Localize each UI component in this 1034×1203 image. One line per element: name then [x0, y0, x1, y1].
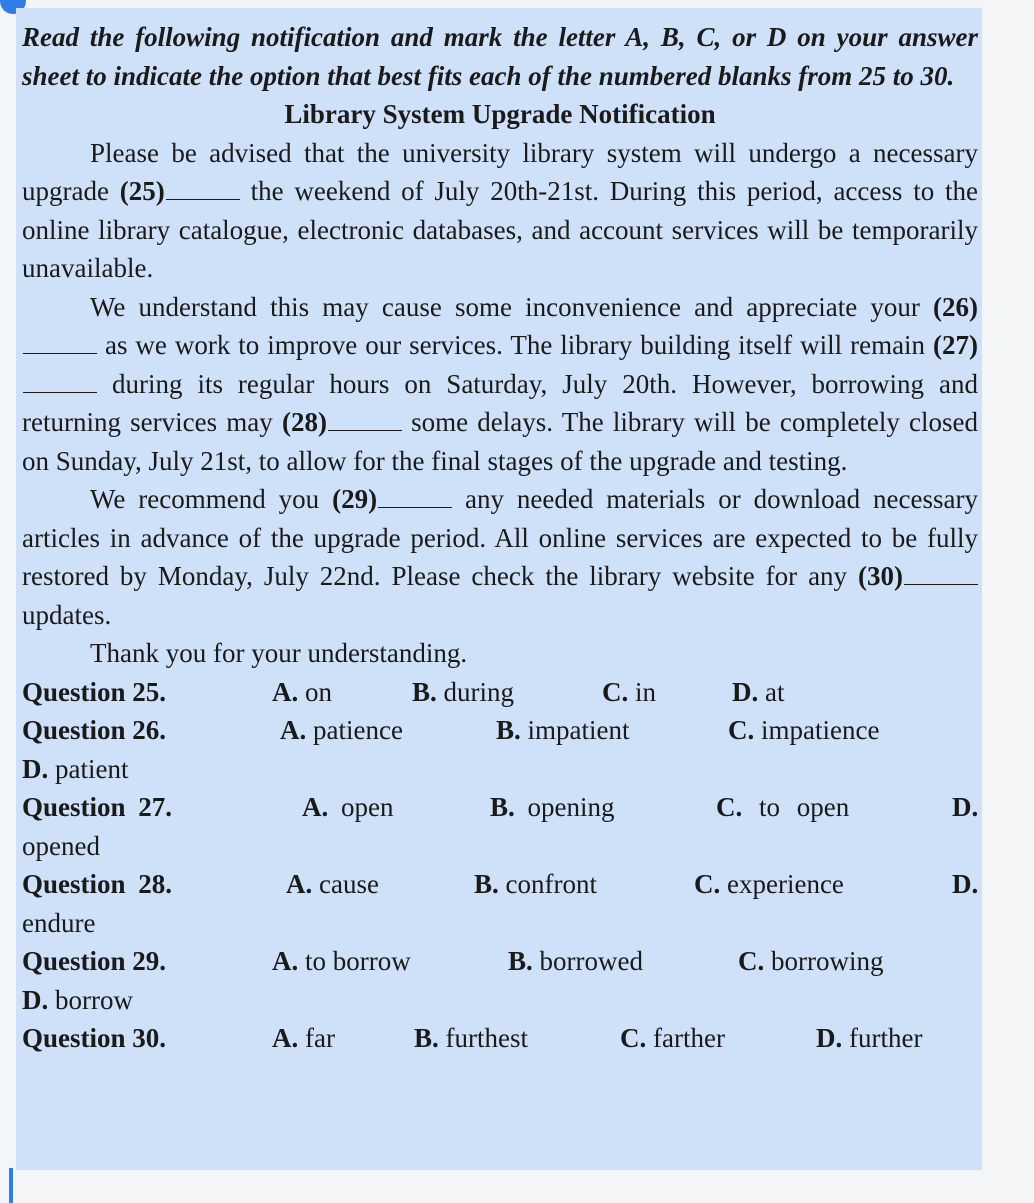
option-text: impatient: [527, 715, 630, 745]
instruction-text: Read the following notification and mark the letter A, B, C, or D on your answer sheet to indicate the option that best fits each of the numbered blanks from 25 to 30.: [22, 22, 978, 91]
highlighted-document: [16, 8, 982, 1170]
option-text: patience: [313, 715, 403, 745]
option-c[interactable]: [738, 942, 883, 981]
option-c[interactable]: [602, 673, 656, 712]
question-29: [22, 942, 978, 981]
option-text: on: [305, 676, 332, 707]
option-text: open: [341, 792, 394, 822]
question-29-wrap: [22, 981, 978, 1020]
blank-29: [378, 485, 452, 508]
option-text: borrowed: [539, 946, 643, 976]
blank-25: [166, 177, 240, 200]
option-c[interactable]: [620, 1019, 725, 1058]
question-label: Question 27.: [22, 792, 173, 822]
blank-number-27: (27): [933, 330, 978, 360]
paragraph-2: [22, 288, 978, 481]
option-c[interactable]: [728, 711, 879, 750]
option-letter: A.: [286, 869, 313, 899]
notification-title: Library System Upgrade Notification: [284, 99, 716, 129]
option-letter: A.: [280, 715, 307, 745]
option-text: far: [305, 1023, 335, 1053]
option-text: to borrow: [305, 946, 411, 976]
option-letter: D.: [816, 1023, 843, 1053]
option-a[interactable]: [280, 711, 403, 750]
option-text: at: [765, 676, 785, 707]
blank-26: [23, 331, 97, 354]
option-b[interactable]: [412, 673, 514, 712]
option-letter: D.: [952, 869, 979, 899]
question-25: [22, 673, 978, 712]
option-letter: B.: [474, 869, 499, 899]
question-27: [22, 788, 978, 827]
option-text: impatience: [761, 715, 880, 745]
option-a[interactable]: [302, 788, 393, 827]
option-letter: C.: [728, 715, 755, 745]
question-label: Question 30.: [22, 1023, 167, 1053]
blank-30: [904, 562, 978, 585]
option-b[interactable]: [496, 711, 630, 750]
option-text: farther: [653, 1023, 725, 1053]
option-letter: A.: [272, 676, 299, 707]
option-letter: D.: [22, 984, 49, 1015]
question-27-wrap: [22, 827, 978, 866]
p2-text-a: We understand this may cause some inconvenience and appreciate your: [90, 291, 934, 322]
option-text: borrowing: [771, 946, 884, 976]
question-28-wrap: [22, 904, 978, 943]
option-text: during: [443, 676, 515, 707]
option-letter: D.: [732, 676, 759, 707]
blank-number-25: (25): [119, 176, 165, 206]
option-letter: C.: [738, 946, 765, 976]
blank-number-30: (30): [858, 561, 903, 591]
p1-text-a: Please be advised that the university library system will undergo a necessary upgrade: [22, 137, 978, 206]
blank-number-29: (29): [332, 484, 378, 514]
option-letter: B.: [414, 1023, 439, 1053]
option-letter: A.: [272, 946, 299, 976]
option-letter: B.: [412, 676, 437, 707]
blank-number-26: (26): [933, 291, 978, 322]
option-b[interactable]: [508, 942, 643, 981]
option-letter: D.: [22, 753, 49, 784]
option-d-text[interactable]: opened: [22, 830, 100, 861]
paragraph-1: [22, 134, 978, 288]
option-letter: A.: [302, 792, 329, 822]
question-26-wrap: [22, 750, 978, 789]
option-d[interactable]: [22, 981, 133, 1020]
question-30: [22, 1019, 978, 1058]
blank-number-28: (28): [281, 407, 327, 437]
p3-text-c: updates.: [22, 599, 112, 630]
option-d[interactable]: [816, 1019, 922, 1058]
p1-text-b: the weekend of July 20th-21st. During this period, access to the online library catalogue, electronic databases, and account services will be temporarily unavailable.: [22, 176, 978, 283]
blank-27: [23, 370, 97, 393]
option-letter: A.: [272, 1023, 299, 1053]
option-letter: D.: [952, 792, 979, 822]
option-d-text[interactable]: endure: [22, 907, 96, 938]
option-letter: B.: [508, 946, 533, 976]
option-a[interactable]: [272, 1019, 335, 1058]
option-letter: C.: [716, 792, 743, 822]
p2-text-d: some delays. The library will be completely closed on Sunday, July 21st, to allow for the final stages of the upgrade and testing.: [22, 407, 978, 476]
option-text: cause: [319, 869, 379, 899]
option-d[interactable]: [732, 673, 785, 712]
p3-text-b: any needed materials or download necessary articles in advance of the upgrade period. All online services are expected to be fully restored by Monday, July 22nd. Please check the library website for any: [22, 484, 978, 591]
option-c[interactable]: [716, 788, 849, 827]
option-d-letter-cell[interactable]: [952, 865, 978, 904]
option-text: borrow: [55, 984, 133, 1015]
document-content: [22, 18, 978, 1058]
question-label: Question 28.: [22, 869, 173, 899]
option-letter: C.: [694, 869, 721, 899]
question-26: [22, 711, 978, 750]
option-text: patient: [55, 753, 129, 784]
paragraph-4: Thank you for your understanding.: [90, 638, 468, 668]
option-b[interactable]: [474, 865, 597, 904]
option-a[interactable]: [272, 942, 411, 981]
option-letter: C.: [620, 1023, 647, 1053]
selection-handle-bottom[interactable]: [9, 1168, 13, 1203]
option-text: to open: [759, 792, 850, 822]
p2-text-b: as we work to improve our services. The library building itself will remain: [97, 330, 934, 360]
question-label: Question 25.: [22, 676, 167, 707]
option-text: experience: [727, 869, 844, 899]
option-d-letter-cell[interactable]: [952, 788, 978, 827]
option-text: further: [849, 1023, 923, 1053]
question-28: [22, 865, 978, 904]
option-text: furthest: [445, 1023, 528, 1053]
question-label: Question 29.: [22, 946, 167, 976]
blank-28: [328, 408, 402, 431]
option-letter: B.: [496, 715, 521, 745]
option-letter: B.: [490, 792, 515, 822]
paragraph-3: [22, 480, 978, 634]
p3-text-a: We recommend you: [90, 484, 333, 514]
option-text: confront: [505, 869, 597, 899]
option-a[interactable]: [286, 865, 379, 904]
option-b[interactable]: [490, 788, 615, 827]
question-label: Question 26.: [22, 715, 167, 745]
option-letter: C.: [602, 676, 629, 707]
option-a[interactable]: [272, 673, 332, 712]
option-c[interactable]: [694, 865, 844, 904]
p2-text-c: during its regular hours on Saturday, July 20th. However, borrowing and returning services may: [22, 368, 978, 437]
option-d[interactable]: [22, 750, 128, 789]
option-b[interactable]: [414, 1019, 528, 1058]
option-text: in: [635, 676, 657, 707]
option-text: opening: [527, 792, 615, 822]
